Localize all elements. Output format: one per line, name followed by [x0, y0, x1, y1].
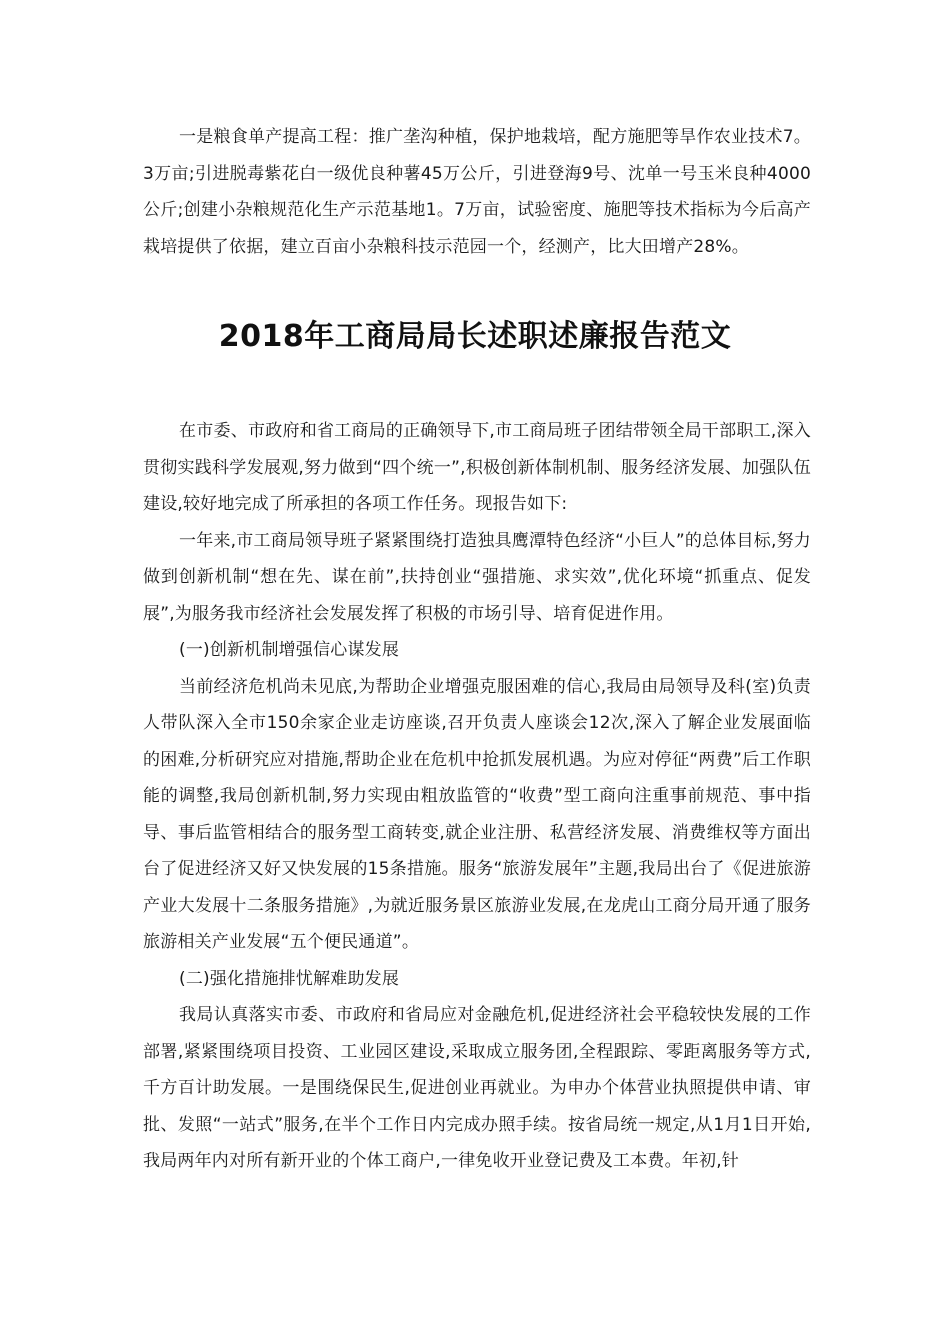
section-heading-2: (二)强化措施排忧解难助发展: [179, 968, 400, 989]
body-paragraph-overview: 一年来,市工商局领导班子紧紧围绕打造独具鹰潭特色经济“小巨人”的总体目标,努力做到创新机制“想在先、谋在前”,扶持创业“强措施、求实效”,优化环境“抓重点、促发展”,为服务我市经济社会发展发挥了积极的市场引导、培育促进作用。: [143, 530, 811, 624]
intro-section: [143, 119, 811, 265]
document-title: 2018年工商局局长述职述廉报告范文: [218, 319, 732, 354]
report-body: [143, 413, 811, 1180]
body-paragraph-opening: 在市委、市政府和省工商局的正确领导下,市工商局班子团结带领全局干部职工,深入贯彻实践科学发展观,努力做到“四个统一”,积极创新体制机制、服务经济发展、加强队伍建设,较好地完成了所承担的各项工作任务。现报告如下:: [143, 421, 811, 514]
body-paragraph-section-1: 当前经济危机尚未见底,为帮助企业增强克服困难的信心,我局由局领导及科(室)负责人带队深入全市150余家企业走访座谈,召开负责人座谈会12次,深入了解企业发展面临的困难,分析研究应对措施,帮助企业在危机中抢抓发展机遇。为应对停征“两费”后工作职能的调整,我局创新机制,努力实现由粗放监管的“收费”型工商向注重事前规范、事中指导、事后监管相结合的服务型工商转变,就企业注册、私营经济发展、消费维权等方面出台了促进经济又好又快发展的15条措施。服务“旅游发展年”主题,我局出台了《促进旅游产业大发展十二条服务措施》,为就近服务景区旅游业发展,在龙虎山工商分局开通了服务旅游相关产业发展“五个便民通道”。: [143, 676, 811, 952]
body-paragraph-section-2: 我局认真落实市委、市政府和省局应对金融危机,促进经济社会平稳较快发展的工作部署,紧紧围绕项目投资、工业园区建设,采取成立服务团,全程跟踪、零距离服务等方式,千方百计助发展。一是围绕保民生,促进创业再就业。为申办个体营业执照提供申请、审批、发照“一站式”服务,在半个工作日内完成办照手续。按省局统一规定,从1月1日开始,我局两年内对所有新开业的个体工商户,一律免收开业登记费及工本费。年初,针: [143, 1005, 811, 1171]
intro-paragraph: 一是粮食单产提高工程：推广垄沟种植，保护地栽培，配方施肥等旱作农业技术7。3万亩;引进脱毒紫花白一级优良种薯45万公斤，引进登海9号、沈单一号玉米良种4000公斤;创建小杂粮规范化生产示范基地1。7万亩，试验密度、施肥等技术指标为今后高产栽培提供了依据，建立百亩小杂粮科技示范园一个，经测产，比大田增产28%。: [143, 127, 811, 257]
section-heading-1: (一)创新机制增强信心谋发展: [179, 640, 400, 660]
